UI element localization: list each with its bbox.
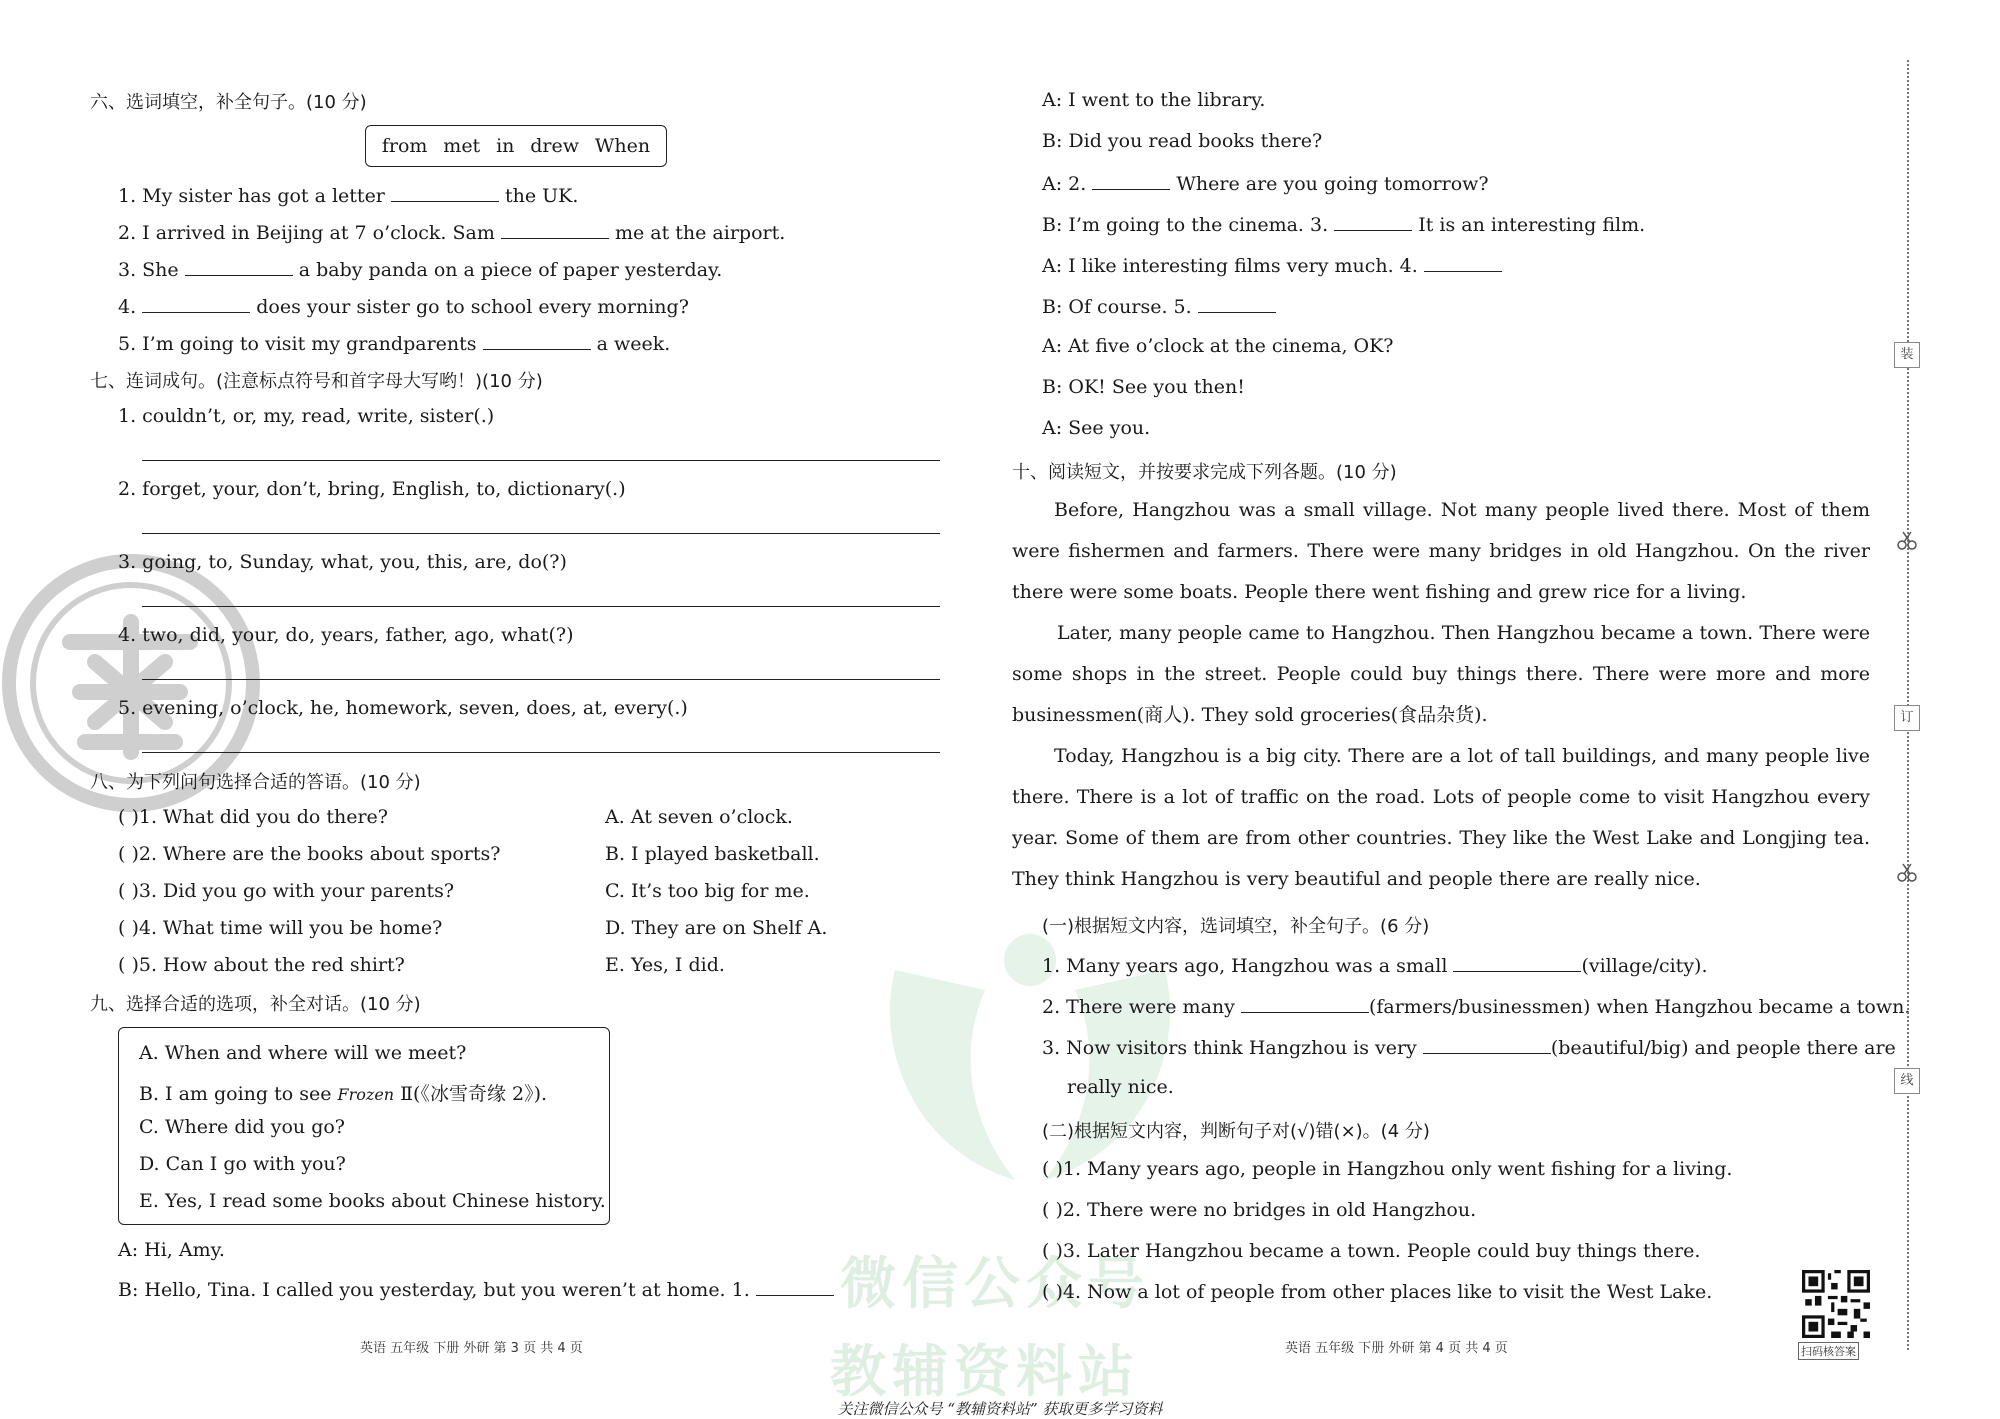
fill-blank[interactable] (756, 1277, 834, 1296)
sec8-answer-d: D. They are on Shelf A. (605, 917, 828, 939)
sec7-item-1: 1. couldn’t, or, my, read, write, sister(.) (118, 405, 495, 427)
reading-paragraph-3: Today, Hangzhou is a big city. There are a lot of tall buildings, and many people live there. There is a lot of traffic on the road. Lots of people come to visit Hangzhou every year. Some of them are from other countries. They like the West Lake and Longjing tea. They think Hangzhou is very beautiful and people there are really nice. (1012, 745, 1870, 890)
fill-blank[interactable] (1423, 1035, 1551, 1054)
section-7-title: 七、连词成句。(注意标点符号和首字母大写哟！)(10 分) (90, 371, 543, 392)
option-d: D. Can I go with you? (139, 1153, 346, 1175)
qr-code-icon[interactable] (1802, 1270, 1870, 1338)
watermark-line-1: 微信公众号 (840, 1252, 1150, 1317)
sec7-item-2: 2. forget, your, don’t, bring, English, to, dictionary(.) (118, 478, 626, 500)
word-bank-item: drew (530, 135, 580, 157)
dialog-line: B: Of course. 5. (1042, 294, 1276, 318)
part2-item-1[interactable]: ( )1. Many years ago, people in Hangzhou only went fishing for a living. (1042, 1158, 1733, 1180)
part2-item-3[interactable]: ( )3. Later Hangzhou became a town. People could buy things there. (1042, 1240, 1701, 1262)
option-a: A. When and where will we meet? (139, 1042, 467, 1064)
sec7-item-3: 3. going, to, Sunday, what, you, this, are, do(?) (118, 551, 567, 573)
part1-item-3-continued: really nice. (1067, 1076, 1174, 1098)
word-bank-box (365, 125, 667, 167)
fill-blank[interactable] (501, 220, 609, 239)
sec8-question-1[interactable]: ( )1. What did you do there? (118, 806, 388, 828)
fill-blank[interactable] (1453, 953, 1581, 972)
binding-mark: 线 (1894, 1068, 1920, 1094)
scissors-icon (1896, 862, 1918, 884)
fill-blank[interactable] (1241, 994, 1369, 1013)
answer-line[interactable] (142, 606, 940, 607)
part1-item-3: 3. Now visitors think Hangzhou is very (beautiful/big) and people there are (1042, 1037, 1896, 1059)
answer-line[interactable] (142, 460, 940, 461)
sec8-answer-e: E. Yes, I did. (605, 954, 725, 976)
fill-blank[interactable] (185, 257, 293, 276)
right-page-footer: 英语 五年级 下册 外研 第 4 页 共 4 页 (1285, 1341, 1508, 1356)
word-bank-item: in (496, 135, 515, 157)
part-1-title: (一)根据短文内容，选词填空，补全句子。(6 分) (1042, 916, 1430, 937)
dialog-line: A: 2. Where are you going tomorrow? (1042, 173, 1489, 195)
bottom-promo-note: 关注微信公众号 “教辅资料站” 获取更多学习资料 (837, 1400, 1163, 1418)
sec8-answer-c: C. It’s too big for me. (605, 880, 810, 902)
dialog-line: B: OK! See you then! (1042, 376, 1245, 398)
answer-line[interactable] (142, 533, 940, 534)
option-c: C. Where did you go? (139, 1116, 345, 1138)
word-bank-item: When (594, 135, 651, 157)
part-2-title: (二)根据短文内容，判断句子对(√)错(×)。(4 分) (1042, 1121, 1430, 1142)
section-9-title: 九、选择合适的选项，补全对话。(10 分) (90, 994, 421, 1015)
sec7-item-5: 5. evening, o’clock, he, homework, seven, does, at, every(.) (118, 697, 688, 719)
word-bank-item: from (381, 135, 428, 157)
left-page-footer: 英语 五年级 下册 外研 第 3 页 共 4 页 (360, 1341, 583, 1356)
fill-blank[interactable] (1092, 171, 1170, 190)
fill-blank[interactable] (483, 331, 591, 350)
word-bank-item: met (443, 135, 481, 157)
dialog-options-box (118, 1027, 610, 1225)
fill-blank[interactable] (391, 183, 499, 202)
sec6-item-3: 3. She a baby panda on a piece of paper yesterday. (118, 259, 723, 281)
sec8-question-3[interactable]: ( )3. Did you go with your parents? (118, 880, 455, 902)
dialog-line: A: Hi, Amy. (118, 1239, 225, 1261)
sec6-item-4: 4. does your sister go to school every morning? (118, 296, 689, 318)
dialog-line: A: I like interesting films very much. 4. (1042, 253, 1502, 277)
fill-blank[interactable] (1424, 253, 1502, 272)
option-b: B. I am going to see Frozen Ⅱ(《冰雪奇缘 2》). (139, 1083, 548, 1105)
reading-paragraph-1: Before, Hangzhou was a small village. Not many people lived there. Most of them were fishermen and farmers. There were many bridges in old Hangzhou. On the river there were some boats. People there went fishing and grew rice for a living. (1012, 499, 1870, 603)
fill-blank[interactable] (142, 294, 250, 313)
option-e: E. Yes, I read some books about Chinese history. (139, 1190, 606, 1212)
section-10-title: 十、阅读短文，并按要求完成下列各题。(10 分) (1012, 462, 1397, 483)
binding-mark: 订 (1894, 705, 1920, 731)
qr-caption: 扫码核答案 (1798, 1342, 1859, 1360)
sec7-item-4: 4. two, did, your, do, years, father, ago, what(?) (118, 624, 574, 646)
answer-line[interactable] (142, 679, 940, 680)
sec6-item-1: 1. My sister has got a letter the UK. (118, 185, 579, 207)
dialog-line: A: See you. (1042, 417, 1151, 439)
part2-item-4[interactable]: ( )4. Now a lot of people from other places like to visit the West Lake. (1042, 1281, 1713, 1303)
sec8-answer-b: B. I played basketball. (605, 843, 820, 865)
fill-blank[interactable] (1334, 212, 1412, 231)
sec8-question-5[interactable]: ( )5. How about the red shirt? (118, 954, 405, 976)
sec6-item-2: 2. I arrived in Beijing at 7 o’clock. Sam me at the airport. (118, 222, 786, 244)
binding-mark: 装 (1894, 342, 1920, 368)
sec8-question-4[interactable]: ( )4. What time will you be home? (118, 917, 443, 939)
answer-line[interactable] (142, 752, 940, 753)
reading-paragraph-2: Later, many people came to Hangzhou. Then Hangzhou became a town. There were some shops in the street. People could buy things there. There were more and more businessmen(商人). They sold groceries(食品杂货). (1012, 622, 1870, 726)
dialog-line: B: I’m going to the cinema. 3. It is an interesting film. (1042, 214, 1646, 236)
sec8-question-2[interactable]: ( )2. Where are the books about sports? (118, 843, 501, 865)
part2-item-2[interactable]: ( )2. There were no bridges in old Hangzhou. (1042, 1199, 1477, 1221)
sec8-answer-a: A. At seven o’clock. (605, 806, 793, 828)
dialog-line: B: Did you read books there? (1042, 130, 1323, 152)
part1-item-1: 1. Many years ago, Hangzhou was a small (village/city). (1042, 955, 1708, 977)
dialog-line: B: Hello, Tina. I called you yesterday, but you weren’t at home. 1. (118, 1277, 834, 1301)
part1-item-2: 2. There were many (farmers/businessmen) when Hangzhou became a town. (1042, 996, 1911, 1018)
watermark-line-2: 教辅资料站 (830, 1340, 1140, 1405)
sec6-item-5: 5. I’m going to visit my grandparents a week. (118, 333, 671, 355)
fill-blank[interactable] (1198, 294, 1276, 313)
dialog-line: A: I went to the library. (1042, 89, 1266, 111)
section-6-title: 六、选词填空，补全句子。(10 分) (90, 92, 367, 113)
scissors-icon (1896, 530, 1918, 552)
section-8-title: 八、为下列问句选择合适的答语。(10 分) (90, 772, 421, 793)
dialog-line: A: At five o’clock at the cinema, OK? (1042, 335, 1394, 357)
